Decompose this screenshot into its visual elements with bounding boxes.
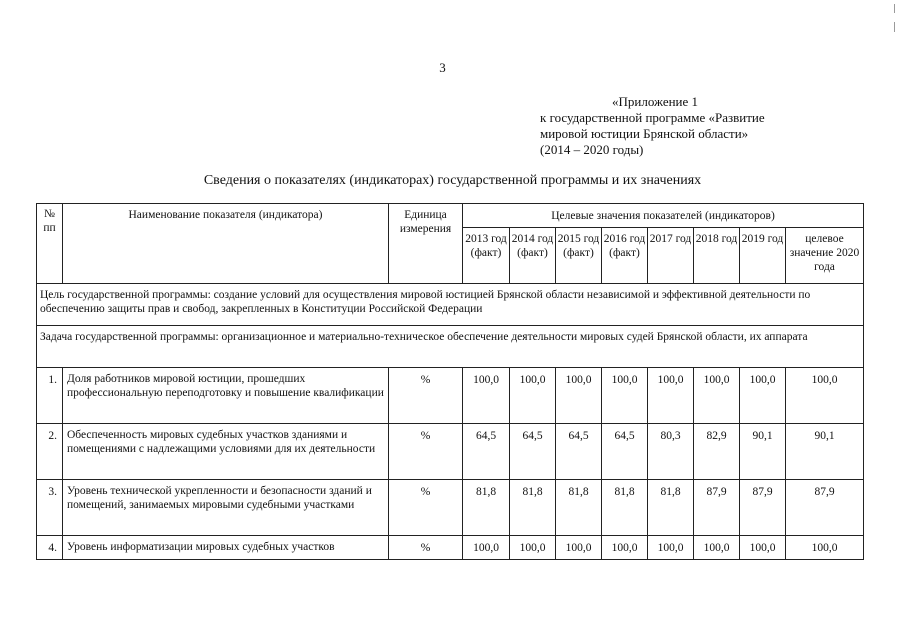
row-value: 100,0 [510, 536, 556, 560]
table-row [37, 368, 864, 424]
appendix-line: к государственной программе «Развитие [540, 110, 765, 125]
row-value: 64,5 [602, 424, 648, 480]
header-num: № пп [37, 204, 63, 284]
row-value: 100,0 [786, 368, 864, 424]
header-year: 2019 год [740, 228, 786, 284]
row-value: 100,0 [740, 536, 786, 560]
header-year: 2018 год [694, 228, 740, 284]
row-value: 100,0 [556, 368, 602, 424]
header-name: Наименование показателя (индикатора) [63, 204, 389, 284]
scan-edge-mark [894, 22, 895, 32]
row-unit: % [389, 424, 463, 480]
row-indicator-name: Уровень информатизации мировых судебных участков [63, 536, 389, 560]
row-value: 82,9 [694, 424, 740, 480]
header-year: 2015 год (факт) [556, 228, 602, 284]
row-value: 80,3 [648, 424, 694, 480]
row-number: 4. [37, 536, 63, 560]
row-value: 100,0 [648, 368, 694, 424]
row-value: 87,9 [740, 480, 786, 536]
page-number: 3 [439, 60, 446, 75]
document-title: Сведения о показателях (индикаторах) государственной программы и их значениях [203, 173, 702, 188]
header-year: 2017 год [648, 228, 694, 284]
row-value: 100,0 [602, 536, 648, 560]
header-year: 2014 год (факт) [510, 228, 556, 284]
appendix-line: «Приложение 1 [612, 94, 699, 109]
header-targets: Целевые значения показателей (индикаторов) [463, 204, 864, 228]
indicators-table [36, 203, 864, 560]
table-row [37, 424, 864, 480]
row-value: 90,1 [786, 424, 864, 480]
row-value: 100,0 [463, 368, 510, 424]
header-unit: Единица измерения [389, 204, 463, 284]
row-unit: % [389, 368, 463, 424]
row-number: 2. [37, 424, 63, 480]
row-value: 64,5 [463, 424, 510, 480]
row-number: 1. [37, 368, 63, 424]
row-indicator-name: Доля работников мировой юстиции, прошедших профессиональную переподготовку и повышение квалификации [63, 368, 389, 424]
row-value: 100,0 [648, 536, 694, 560]
row-number: 3. [37, 480, 63, 536]
row-value: 87,9 [786, 480, 864, 536]
row-unit: % [389, 536, 463, 560]
row-value: 100,0 [786, 536, 864, 560]
header-year: 2013 год (факт) [463, 228, 510, 284]
header-year-target: целевое значение 2020 года [786, 228, 864, 284]
row-value: 81,8 [648, 480, 694, 536]
row-value: 64,5 [556, 424, 602, 480]
row-value: 81,8 [556, 480, 602, 536]
row-indicator-name: Обеспеченность мировых судебных участков зданиями и помещениями с надлежащими условиями для их деятельности [63, 424, 389, 480]
scan-edge-mark [894, 4, 895, 13]
row-indicator-name: Уровень технической укрепленности и безопасности зданий и помещений, занимаемых мировыми судебными участками [63, 480, 389, 536]
row-value: 100,0 [602, 368, 648, 424]
row-value: 90,1 [740, 424, 786, 480]
row-value: 100,0 [694, 536, 740, 560]
row-value: 100,0 [510, 368, 556, 424]
appendix-line: (2014 – 2020 годы) [540, 142, 644, 157]
header-year: 2016 год (факт) [602, 228, 648, 284]
row-value: 100,0 [463, 536, 510, 560]
row-value: 87,9 [694, 480, 740, 536]
row-value: 81,8 [510, 480, 556, 536]
program-goal: Цель государственной программы: создание условий для осуществления мировой юстицией Брянской области независимой и эффективной деятельности по обеспечению защиты прав и свобод, закрепленных в Конституции Российской Федерации [37, 284, 864, 326]
program-task: Задача государственной программы: организационное и материально-техническое обеспечение деятельности мировых судей Брянской области, их аппарата [37, 326, 864, 368]
row-value: 100,0 [740, 368, 786, 424]
row-value: 100,0 [556, 536, 602, 560]
row-value: 100,0 [694, 368, 740, 424]
table-row [37, 536, 864, 560]
appendix-heading [540, 94, 870, 158]
row-value: 81,8 [463, 480, 510, 536]
row-value: 81,8 [602, 480, 648, 536]
row-unit: % [389, 480, 463, 536]
row-value: 64,5 [510, 424, 556, 480]
table-row [37, 480, 864, 536]
appendix-line: мировой юстиции Брянской области» [540, 126, 749, 141]
